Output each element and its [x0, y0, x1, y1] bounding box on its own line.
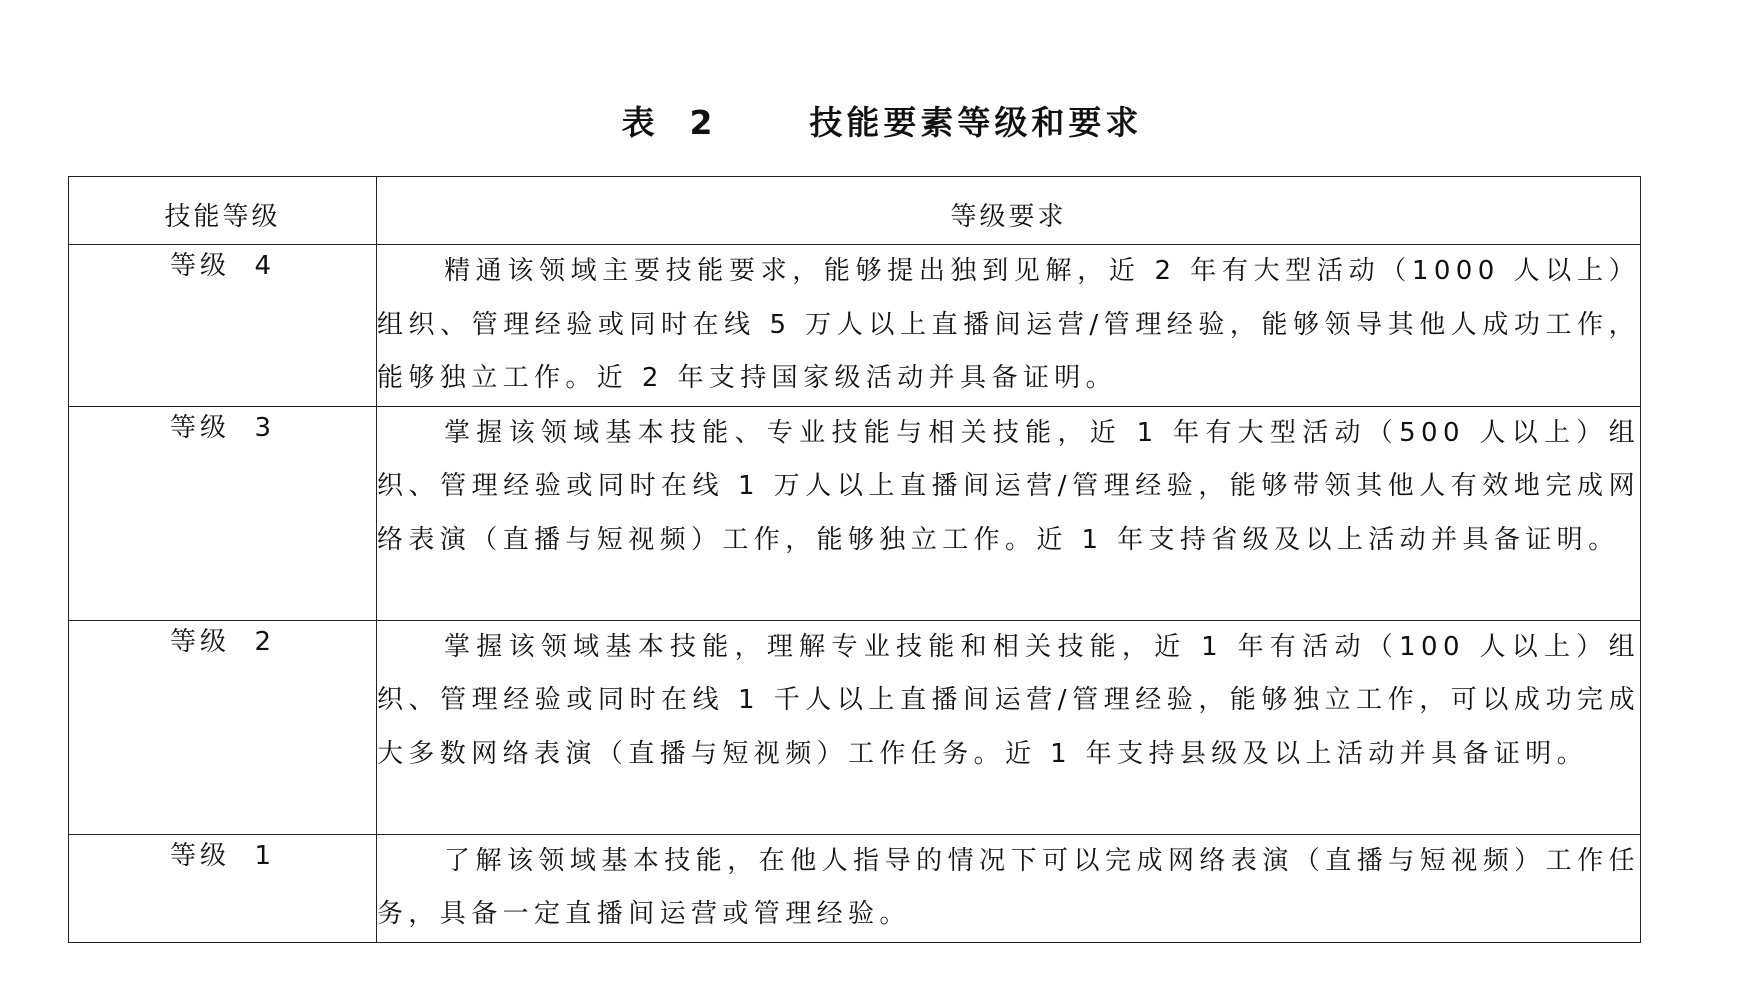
table-header: [69, 177, 1641, 245]
skill-level-table: [68, 176, 1641, 943]
header-skill-level: 技能等级: [69, 177, 377, 245]
level-cell: 等级 2: [69, 620, 377, 834]
requirement-cell: 精通该领域主要技能要求，能够提出独到见解，近 2 年有大型活动（1000 人以上）组织、管理经验或同时在线 5 万人以上直播间运营/管理经验，能够领导其他人成功工作，能够独立工作。近 2 年支持国家级活动并具备证明。: [377, 245, 1641, 407]
table-row: [69, 620, 1641, 834]
level-cell: 等级 3: [69, 406, 377, 620]
table-body: [69, 245, 1641, 943]
requirement-cell: 掌握该领域基本技能，理解专业技能和相关技能，近 1 年有活动（100 人以上）组织、管理经验或同时在线 1 千人以上直播间运营/管理经验，能够独立工作，可以成功完成大多数网络表演（直播与短视频）工作任务。近 1 年支持县级及以上活动并具备证明。: [377, 620, 1641, 834]
level-cell: 等级 4: [69, 245, 377, 407]
requirement-cell: 了解该领域基本技能，在他人指导的情况下可以完成网络表演（直播与短视频）工作任务，具备一定直播间运营或管理经验。: [377, 834, 1641, 942]
header-row: [69, 177, 1641, 245]
table-row: [69, 834, 1641, 942]
level-cell: 等级 1: [69, 834, 377, 942]
header-level-requirement: 等级要求: [377, 177, 1641, 245]
requirement-cell: 掌握该领域基本技能、专业技能与相关技能，近 1 年有大型活动（500 人以上）组织、管理经验或同时在线 1 万人以上直播间运营/管理经验，能够带领其他人有效地完成网络表演（直播与短视频）工作，能够独立工作。近 1 年支持省级及以上活动并具备证明。: [377, 406, 1641, 620]
table-title: 表 2 技能要素等级和要求: [621, 103, 1143, 142]
table-row: [69, 245, 1641, 407]
table-row: [69, 406, 1641, 620]
